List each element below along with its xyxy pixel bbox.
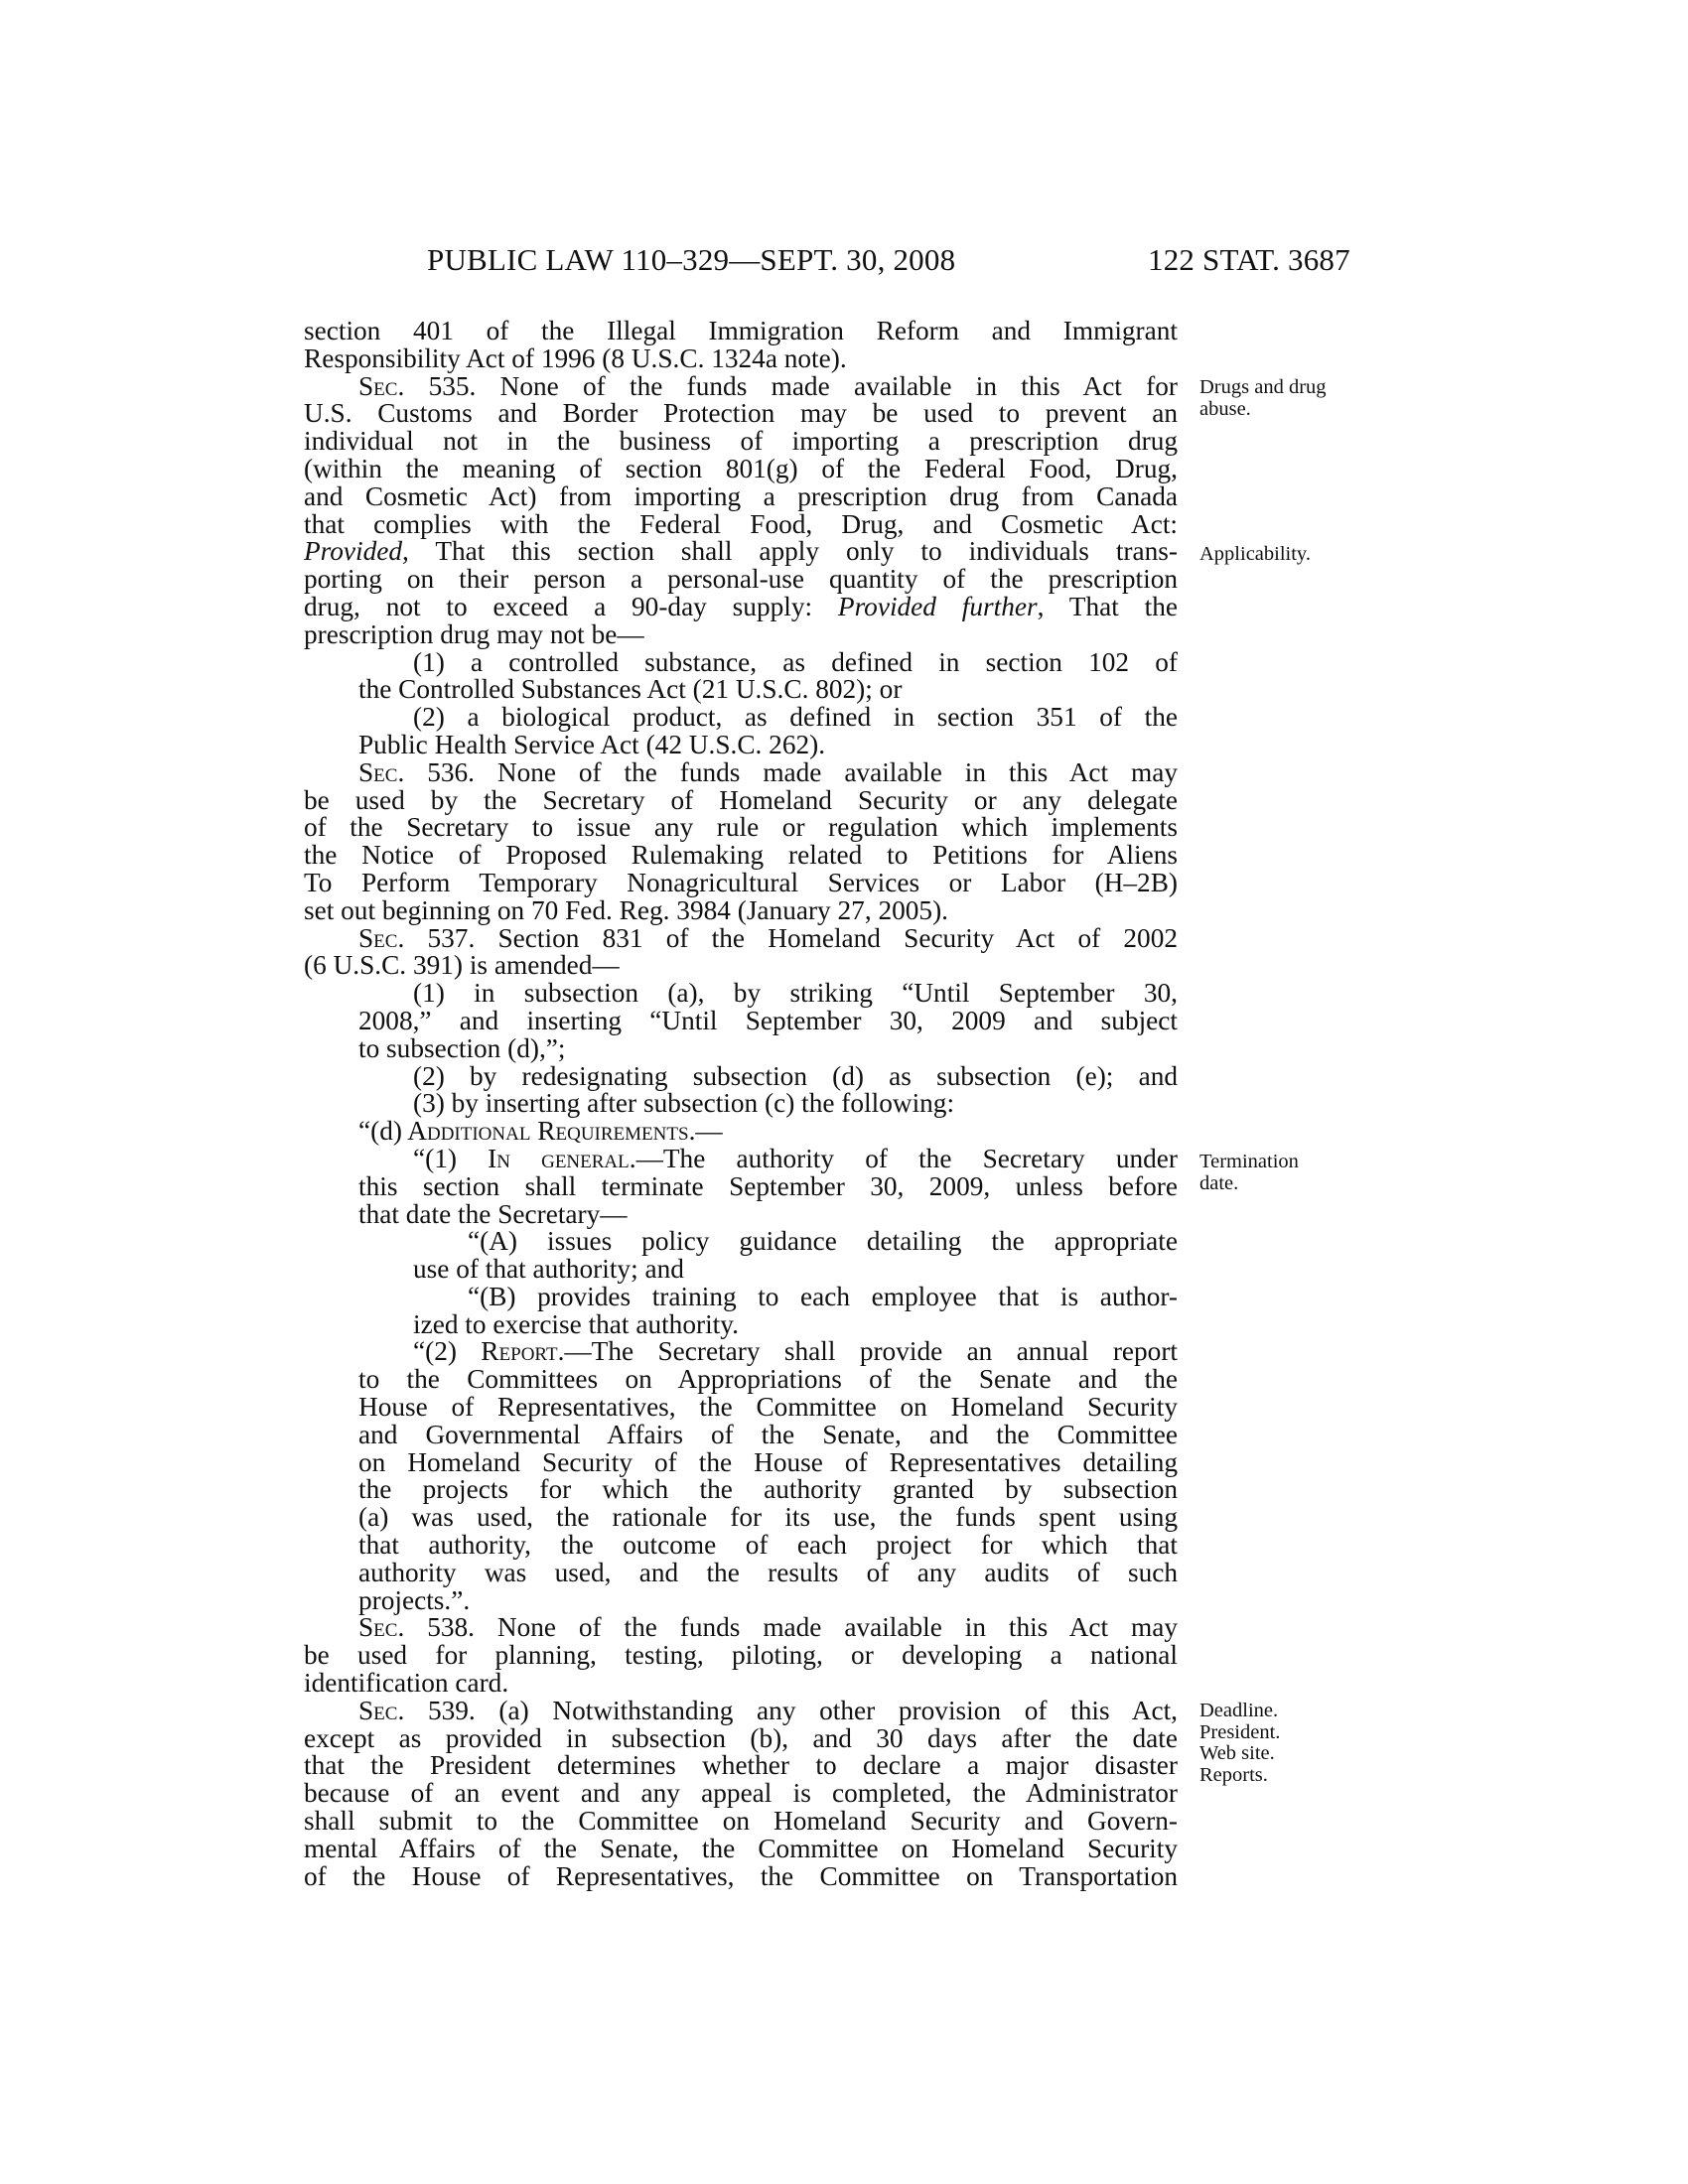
text-run: “(2) R [413, 1336, 499, 1367]
text-line: the projects for which the authority granted by subsection [358, 1474, 1178, 1505]
text-line: this section shall terminate September 30, 2009, unless before [358, 1170, 1178, 1201]
text-line: that date the Secretary— [358, 1198, 628, 1229]
subsection-d-heading [304, 1118, 1178, 1146]
text-line [304, 591, 1178, 621]
section-label: Sec [358, 1612, 398, 1643]
text-line [304, 538, 1178, 566]
section-label: Sec [358, 756, 398, 787]
text-line: (2) by redesignating subsection (d) as subsection (e); and [413, 1060, 1178, 1091]
text-line: the Notice of Proposed Rulemaking related to Petitions for Aliens [304, 840, 1178, 871]
text-run: “(d) A [358, 1116, 427, 1147]
margin-note-line: Drugs and drug [1199, 376, 1327, 398]
text-line: authority was used, and the results of any audits of such [358, 1557, 1178, 1587]
text-run: . 536. None of the funds made available in this Act may [397, 756, 1178, 787]
small-caps-run: eport [498, 1336, 558, 1367]
text-run: R [530, 1116, 556, 1147]
section-539-heading-line [304, 1695, 1178, 1725]
text-line: of the Secretary to issue any rule or regulation which implements [304, 812, 1178, 843]
margin-note-line: abuse. [1199, 397, 1251, 420]
text-line: that authority, the outcome of each project for which that [358, 1530, 1178, 1561]
margin-note-termination [1199, 1152, 1299, 1194]
italic-proviso: Provided, [304, 536, 409, 567]
section-label: Sec [358, 922, 398, 953]
text-line: 2008,” and inserting “Until September 30, 2009 and subject [358, 1005, 1178, 1035]
text-run: . 539. (a) Notwithstanding any other provision of this Act, [397, 1695, 1178, 1725]
margin-note-line: Web site. [1199, 1742, 1275, 1764]
text-line: and Cosmetic Act) from importing a prescription drug from Canada [304, 480, 1178, 511]
text-run: .—The Secretary shall provide an annual report [557, 1336, 1178, 1367]
text-line: House of Representatives, the Committee on Homeland Security [358, 1392, 1178, 1423]
margin-note-line: Deadline. [1199, 1700, 1279, 1721]
margin-note-deadline [1199, 1701, 1280, 1786]
italic-proviso: Provided further [837, 591, 1038, 621]
margin-note-line: Reports. [1199, 1763, 1268, 1786]
text-run: , That the [1037, 591, 1178, 621]
small-caps-run: dditional [426, 1116, 531, 1147]
text-run: “(1) I [413, 1143, 497, 1173]
section-535-heading-line [304, 370, 1178, 401]
text-line: prescription drug may not be— [304, 618, 644, 649]
text-line: U.S. Customs and Border Protection may be used to prevent an [304, 398, 1178, 429]
text-run: .—The authority of the Secretary under [629, 1143, 1178, 1173]
text-line: (1) a controlled substance, as defined in section 102 of [413, 646, 1178, 677]
text-line: mental Affairs of the Senate, the Committee on Homeland Security [304, 1833, 1178, 1863]
text-run: drug, not to exceed a 90-day supply: [304, 591, 838, 621]
margin-note-applicability [1199, 544, 1311, 566]
text-line: Public Health Service Act (42 U.S.C. 262). [358, 729, 826, 759]
paragraph-1-heading-line [304, 1143, 1178, 1173]
text-line: “(B) provides training to each employee that is author- [468, 1281, 1178, 1311]
margin-note-line: President. [1199, 1720, 1281, 1743]
law-text-body [304, 318, 1178, 1890]
text-line: be used by the Secretary of Homeland Security or any delegate [304, 784, 1178, 815]
text-line: shall submit to the Committee on Homeland Security and Govern- [304, 1806, 1178, 1837]
text-line: projects.”. [358, 1584, 471, 1615]
text-line: (a) was used, the rationale for its use, the funds spent using [358, 1502, 1178, 1533]
text-line: except as provided in subsection (b), and 30 days after the date [304, 1722, 1178, 1753]
section-536-heading-line [304, 756, 1178, 787]
small-caps-run: equirements [555, 1116, 689, 1147]
text-line: (6 U.S.C. 391) is amended— [304, 950, 620, 981]
running-header-title: PUBLIC LAW 110–329—SEPT. 30, 2008 [427, 242, 956, 277]
margin-note-drugs [1199, 377, 1327, 420]
margin-note-line: Termination [1199, 1151, 1299, 1172]
text-line: to the Committees on Appropriations of the Senate and the [358, 1364, 1178, 1395]
section-537-heading-line [304, 922, 1178, 953]
text-line: use of that authority; and [413, 1254, 684, 1285]
text-line: because of an event and any appeal is completed, the Administrator [304, 1778, 1178, 1809]
text-line: To Perform Temporary Nonagricultural Services or Labor (H–2B) [304, 867, 1178, 897]
text-line: the Controlled Substances Act (21 U.S.C. 802); or [358, 674, 903, 705]
text-run: . 538. None of the funds made available in this Act may [397, 1612, 1178, 1643]
text-line: on Homeland Security of the House of Representatives detailing [358, 1446, 1178, 1477]
text-line: (1) in subsection (a), by striking “Until September 30, [413, 978, 1178, 1009]
text-line: (within the meaning of section 801(g) of the Federal Food, Drug, [304, 453, 1178, 483]
small-caps-run: n general [496, 1143, 630, 1173]
section-label: Sec [358, 1695, 398, 1725]
margin-note-line: date. [1199, 1171, 1239, 1194]
text-line: porting on their person a personal-use quantity of the prescription [304, 564, 1178, 595]
text-line: (2) a biological product, as defined in section 351 of the [413, 702, 1178, 733]
text-line: to subsection (d),”; [358, 1032, 566, 1063]
text-run: .— [688, 1116, 723, 1147]
text-line: set out beginning on 70 Fed. Reg. 3984 (January 27, 2005). [304, 894, 948, 925]
text-line: “(A) issues policy guidance detailing the appropriate [468, 1226, 1178, 1257]
statute-page-number: 122 STAT. 3687 [1148, 242, 1350, 277]
section-label: Sec [358, 370, 398, 401]
text-run: . 537. Section 831 of the Homeland Security Act of 2002 [397, 922, 1178, 953]
text-line: that the President determines whether to declare a major disaster [304, 1750, 1178, 1781]
text-line: identification card. [304, 1668, 509, 1699]
text-line: and Governmental Affairs of the Senate, and the Committee [358, 1419, 1178, 1449]
text-run: . 535. None of the funds made available in this Act for [397, 370, 1178, 401]
text-line: section 401 of the Illegal Immigration Reform and Immigrant [304, 316, 1178, 345]
text-line: that complies with the Federal Food, Drug, and Cosmetic Act: [304, 508, 1178, 539]
text-line: ized to exercise that authority. [413, 1308, 739, 1339]
text-line: be used for planning, testing, piloting, or developing a national [304, 1640, 1178, 1671]
text-run: That this section shall apply only to individuals trans- [408, 536, 1178, 567]
section-538-heading-line [304, 1614, 1178, 1642]
text-line: (3) by inserting after subsection (c) the following: [413, 1088, 955, 1119]
text-line: Responsibility Act of 1996 (8 U.S.C. 1324a note). [304, 342, 847, 373]
text-line: individual not in the business of importing a prescription drug [304, 426, 1178, 457]
paragraph-2-heading-line [304, 1338, 1178, 1366]
text-line: of the House of Representatives, the Committee on Transportation [304, 1860, 1178, 1891]
margin-note-line: Applicability. [1199, 543, 1311, 565]
